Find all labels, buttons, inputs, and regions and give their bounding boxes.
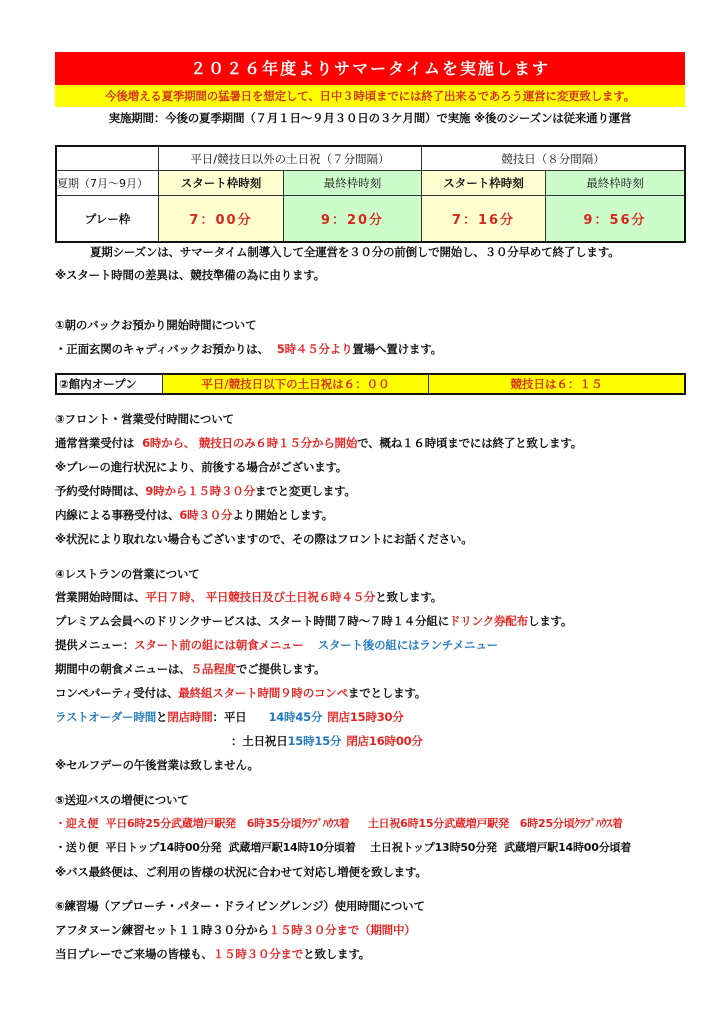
highlight: 閉店時間 (167, 710, 213, 724)
section6-line1 (55, 921, 416, 939)
text: 予約受付時間は、 (55, 484, 146, 498)
text: までとします。 (347, 686, 427, 700)
diff-note: ※スタート時間の差異は、競技準備の為に由ります。 (55, 268, 325, 282)
highlight: 6時３０分 (179, 508, 233, 522)
open-label: ②館内オープン (57, 375, 163, 393)
text: 通常営業受付は (55, 436, 135, 450)
text: 置場へ置けます。 (352, 342, 442, 356)
section1-heading: ①朝のバックお預かり開始時間について (55, 318, 257, 332)
g2-start-time: 7：16分 (422, 196, 546, 243)
highlight: 最終組スタート時間９時のコンペ (178, 686, 348, 700)
text: より開始とします。 (232, 508, 334, 522)
text: と致します。 (375, 590, 443, 604)
highlight-blue: 14時45分 (268, 710, 323, 724)
highlight: スタート前の組には朝食メニュー (134, 638, 304, 652)
highlight: １５時３０分まで（期間中） (268, 923, 416, 937)
text: 内線による事務受付は、 (55, 508, 180, 522)
text: で、概ね１６時頃までには終了と致します。 (357, 436, 582, 450)
open-compday: 競技日は６：１５ (429, 375, 684, 393)
highlight-blue: ラストオーダー時間 (55, 710, 157, 724)
text: ：土日祝日 (231, 734, 288, 748)
section4-line2 (55, 612, 572, 630)
g1-start-header: スタート枠時刻 (159, 171, 284, 196)
section6-line2 (55, 945, 370, 963)
section3-line3 (55, 482, 356, 500)
highlight: ５品程度 (190, 662, 236, 676)
highlight: 平日７時、 平日競技日及び土日祝６時４５分 (145, 590, 376, 604)
building-open-bar (55, 373, 686, 395)
section4-line5 (55, 684, 426, 702)
highlight: 6時から、 競技日のみ６時１５分から開始 (142, 436, 358, 450)
section4-heading: ④レストランの営業について (55, 567, 200, 581)
schedule-table (55, 145, 686, 243)
section4-line3 (55, 636, 498, 654)
text: 提供メニュー： (55, 638, 135, 652)
implementation-period: 実施期間：今後の夏季期間（７月１日～９月３０日の３ケ月間）で実施 ※後のシーズンは従来通り運営 (108, 111, 632, 125)
title-banner: ２０２６年度よりサマータイムを実施します (55, 52, 685, 85)
text: します。 (527, 614, 573, 628)
g2-last-header: 最終枠時刻 (546, 171, 686, 196)
table-row (56, 196, 685, 243)
open-weekday: 平日/競技日以下の土日祝は６：００ (163, 375, 429, 393)
g2-start-header: スタート枠時刻 (422, 171, 546, 196)
text: 営業開始時間は、 (55, 590, 146, 604)
empty-cell (56, 146, 159, 171)
play-label: プレー枠 (56, 196, 159, 243)
section4-line1 (55, 588, 442, 606)
section5-heading: ⑤送迎バスの増便について (55, 793, 189, 807)
section4-line8: ※セルフデーの午後営業は致しません。 (55, 758, 259, 772)
section5-pickup: ・迎え便 平日6時25分武蔵増戸駅発 6時35分頃ｸﾗﾌﾞﾊｳｽ着 土日祝6時15分武蔵増戸駅発 6時25分頃ｸﾗﾌﾞﾊｳｽ着 (55, 817, 623, 830)
text: プレミアム会員へのドリンクサービスは、スタート時間７時～７時１４分組に (55, 614, 450, 628)
text: 期間中の朝食メニューは、 (55, 662, 191, 676)
section3-line1 (55, 434, 582, 452)
section3-line2: ※プレーの進行状況により、前後する場合がございます。 (55, 460, 348, 474)
text: アフタヌーン練習セット１１時３０分から (55, 923, 269, 937)
g1-last-time: 9：20分 (284, 196, 422, 243)
text: と致します。 (303, 947, 371, 961)
g1-last-header: 最終枠時刻 (284, 171, 422, 196)
highlight: 5時４５分より (276, 342, 353, 356)
section3-line5: ※状況により取れない場合もございますので、その際はフロントにお話ください。 (55, 532, 473, 546)
g2-last-time: 9：56分 (546, 196, 686, 243)
table-row (56, 171, 685, 196)
g1-start-time: 7：00分 (159, 196, 284, 243)
section3-heading: ③フロント・営業受付時間について (55, 412, 234, 426)
section5-note: ※バス最終便は、ご利用の皆様の状況に合わせて対応し増便を致します。 (55, 865, 427, 879)
table-row (56, 146, 685, 171)
text: までと変更します。 (254, 484, 356, 498)
text: と (156, 710, 168, 724)
section6-heading: ⑥練習場（アプローチ・パター・ドライビングレンジ）使用時間について (55, 899, 425, 913)
highlight: 閉店15時30分 (327, 710, 404, 724)
highlight: ドリンク券配布 (449, 614, 528, 628)
text: 当日プレーでご来場の皆様も、 (55, 947, 213, 961)
season-label: 夏期（7月～9月） (56, 171, 159, 196)
text: ・正面玄関のキャディバックお預かりは、 (55, 342, 269, 356)
group1-header: 平日/競技日以外の土日祝（７分間隔） (159, 146, 422, 171)
section3-line4 (55, 506, 333, 524)
highlight-blue: 15時15分 (287, 734, 342, 748)
section1-line (55, 340, 442, 358)
group2-header: 競技日（８分間隔） (422, 146, 686, 171)
text: でご提供します。 (235, 662, 326, 676)
section5-dropoff: ・送り便 平日トップ14時00分発 武蔵増戸駅14時10分頃着 土日祝トップ13時50分発 武蔵増戸駅14時00分頃着 (55, 841, 632, 854)
text: ：平日 (212, 710, 247, 724)
section4-line6 (55, 708, 404, 726)
highlight: １５時３０分まで (212, 947, 304, 961)
summer-note: 夏期シーズンは、サマータイム制導入して全運営を３０分の前倒しで開始し、３０分早めて終了します。 (90, 245, 620, 259)
subtitle-banner: 今後増える夏季期間の猛暑日を想定して、日中３時頃までには終了出来るであろう運営に変更致します。 (55, 85, 685, 107)
section4-line4 (55, 660, 325, 678)
highlight: 閉店16時00分 (346, 734, 423, 748)
section4-line7 (231, 732, 423, 750)
text: コンペパーティ受付は、 (55, 686, 179, 700)
highlight-blue: スタート後の組にはランチメニュー (317, 638, 498, 652)
highlight: 9時から１５時３０分 (145, 484, 255, 498)
